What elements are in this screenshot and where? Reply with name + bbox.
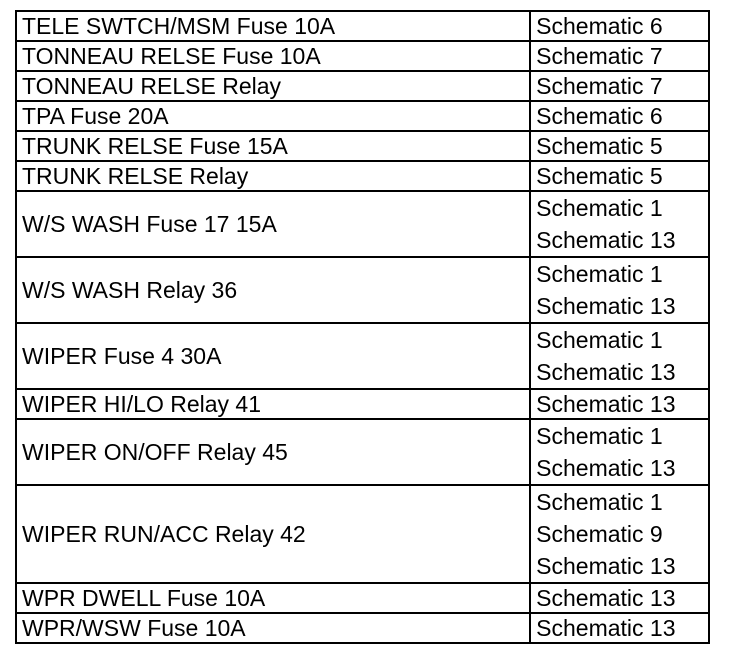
component-name-cell: TRUNK RELSE Relay bbox=[16, 161, 530, 191]
schematic-reference: Schematic 13 bbox=[536, 227, 676, 253]
component-name-cell: WIPER RUN/ACC Relay 42 bbox=[16, 485, 530, 583]
schematic-reference: Schematic 1 bbox=[536, 327, 663, 353]
schematic-reference: Schematic 6 bbox=[536, 13, 663, 39]
component-name-cell: WIPER ON/OFF Relay 45 bbox=[16, 419, 530, 485]
schematic-reference: Schematic 13 bbox=[536, 553, 676, 579]
schematic-reference: Schematic 1 bbox=[536, 261, 663, 287]
component-name-cell: WPR DWELL Fuse 10A bbox=[16, 583, 530, 613]
table-row bbox=[16, 11, 709, 41]
schematic-reference: Schematic 7 bbox=[536, 73, 663, 99]
schematic-reference-cell bbox=[530, 257, 709, 323]
schematic-reference-cell bbox=[530, 613, 709, 643]
component-name-cell: WIPER HI/LO Relay 41 bbox=[16, 389, 530, 419]
table-row bbox=[16, 257, 709, 323]
schematic-reference-cell bbox=[530, 419, 709, 485]
schematic-reference-cell bbox=[530, 191, 709, 257]
component-name-cell: TRUNK RELSE Fuse 15A bbox=[16, 131, 530, 161]
table-row bbox=[16, 71, 709, 101]
schematic-reference: Schematic 7 bbox=[536, 43, 663, 69]
schematic-reference-cell bbox=[530, 389, 709, 419]
component-name-cell: W/S WASH Relay 36 bbox=[16, 257, 530, 323]
table-row bbox=[16, 101, 709, 131]
schematic-reference: Schematic 6 bbox=[536, 103, 663, 129]
schematic-reference-cell bbox=[530, 323, 709, 389]
schematic-reference: Schematic 1 bbox=[536, 195, 663, 221]
component-name-cell: TONNEAU RELSE Relay bbox=[16, 71, 530, 101]
component-name-cell: TONNEAU RELSE Fuse 10A bbox=[16, 41, 530, 71]
schematic-reference: Schematic 5 bbox=[536, 163, 663, 189]
component-name-cell: WPR/WSW Fuse 10A bbox=[16, 613, 530, 643]
schematic-reference-cell bbox=[530, 11, 709, 41]
schematic-reference-cell bbox=[530, 583, 709, 613]
schematic-reference: Schematic 1 bbox=[536, 423, 663, 449]
table-row bbox=[16, 161, 709, 191]
component-schematic-index-table bbox=[15, 10, 710, 644]
table-row bbox=[16, 191, 709, 257]
schematic-reference-cell bbox=[530, 41, 709, 71]
schematic-reference: Schematic 1 bbox=[536, 489, 663, 515]
component-name-cell: W/S WASH Fuse 17 15A bbox=[16, 191, 530, 257]
schematic-reference: Schematic 13 bbox=[536, 455, 676, 481]
table-row bbox=[16, 323, 709, 389]
schematic-reference: Schematic 5 bbox=[536, 133, 663, 159]
component-name-cell: TELE SWTCH/MSM Fuse 10A bbox=[16, 11, 530, 41]
schematic-reference-cell bbox=[530, 101, 709, 131]
schematic-reference: Schematic 9 bbox=[536, 521, 663, 547]
schematic-reference: Schematic 13 bbox=[536, 359, 676, 385]
table-body bbox=[16, 11, 709, 643]
component-name-cell: WIPER Fuse 4 30A bbox=[16, 323, 530, 389]
schematic-reference: Schematic 13 bbox=[536, 585, 676, 611]
table-row bbox=[16, 613, 709, 643]
schematic-reference: Schematic 13 bbox=[536, 293, 676, 319]
schematic-reference-cell bbox=[530, 485, 709, 583]
table-row bbox=[16, 419, 709, 485]
schematic-reference: Schematic 13 bbox=[536, 391, 676, 417]
table-row bbox=[16, 41, 709, 71]
table-row bbox=[16, 389, 709, 419]
schematic-reference: Schematic 13 bbox=[536, 615, 676, 641]
schematic-reference-cell bbox=[530, 71, 709, 101]
component-name-cell: TPA Fuse 20A bbox=[16, 101, 530, 131]
schematic-reference-cell bbox=[530, 161, 709, 191]
table-row bbox=[16, 485, 709, 583]
table-row bbox=[16, 131, 709, 161]
schematic-reference-cell bbox=[530, 131, 709, 161]
table-row bbox=[16, 583, 709, 613]
